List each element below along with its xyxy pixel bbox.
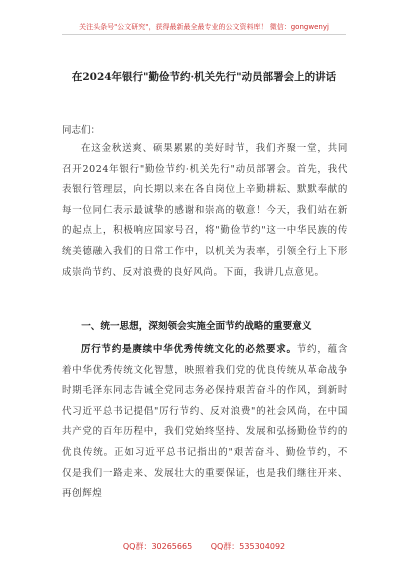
header-divider — [62, 34, 346, 35]
paragraph-section1 — [62, 340, 348, 505]
paragraph-intro: 在这金秋送爽、硕果累累的美好时节，我们齐聚一堂，共同召开2024年银行"勤俭节约·机关先行"动员部署会。首先，我代表银行管理层，向长期以来在各自岗位上辛勤耕耘、默默奉献的每一位同仁表示最诚挚的感谢和崇高的敬意！今天，我们站在新的起点上，积极响应国家号召，将"勤俭节约"这一中华民族的传统美德融入我们的日常工作中，以机关为表率，引领全行上下形成崇尚节约、反对浪费的良好风尚。下面，我讲几点意见。 — [62, 143, 348, 278]
section-heading-1: 一、统一思想，深刻领会实施全面节约战略的重要意义 — [81, 321, 312, 332]
paragraph-body: 节约，蕴含着中华优秀传统文化智慧，映照着我们党的优良传统从革命战争时期毛泽东同志告诫全党同志务必保持艰苦奋斗的作风，到新时代习近平总书记提倡"厉行节约、反对浪费"的社会风尚，在中国共产党的百年历程中，我们党始终坚持、发展和弘扬勤俭节约的优良传统。正如习近平总书记指出的"艰苦奋斗、勤俭节约，不仅是我们一路走来、发展壮大的重要保证，也是我们继往开来、再创辉煌 — [62, 344, 348, 500]
footer — [0, 541, 408, 552]
greeting: 同志们： — [62, 125, 101, 136]
footer-qq-group-2: QQ群：535304092 — [210, 542, 286, 551]
document-title: 在2024年银行"勤俭节约·机关先行"动员部署会上的讲话 — [71, 71, 337, 83]
header-banner: 关注头条号"公文研究"，获得最新最全最专业的公文资料库！ 微信：gongwenyj — [79, 23, 329, 31]
paragraph-lead-sentence: 厉行节约是赓续中华优秀传统文化的必然要求。 — [81, 344, 297, 355]
footer-qq-group-1: QQ群：30265665 — [122, 542, 193, 551]
